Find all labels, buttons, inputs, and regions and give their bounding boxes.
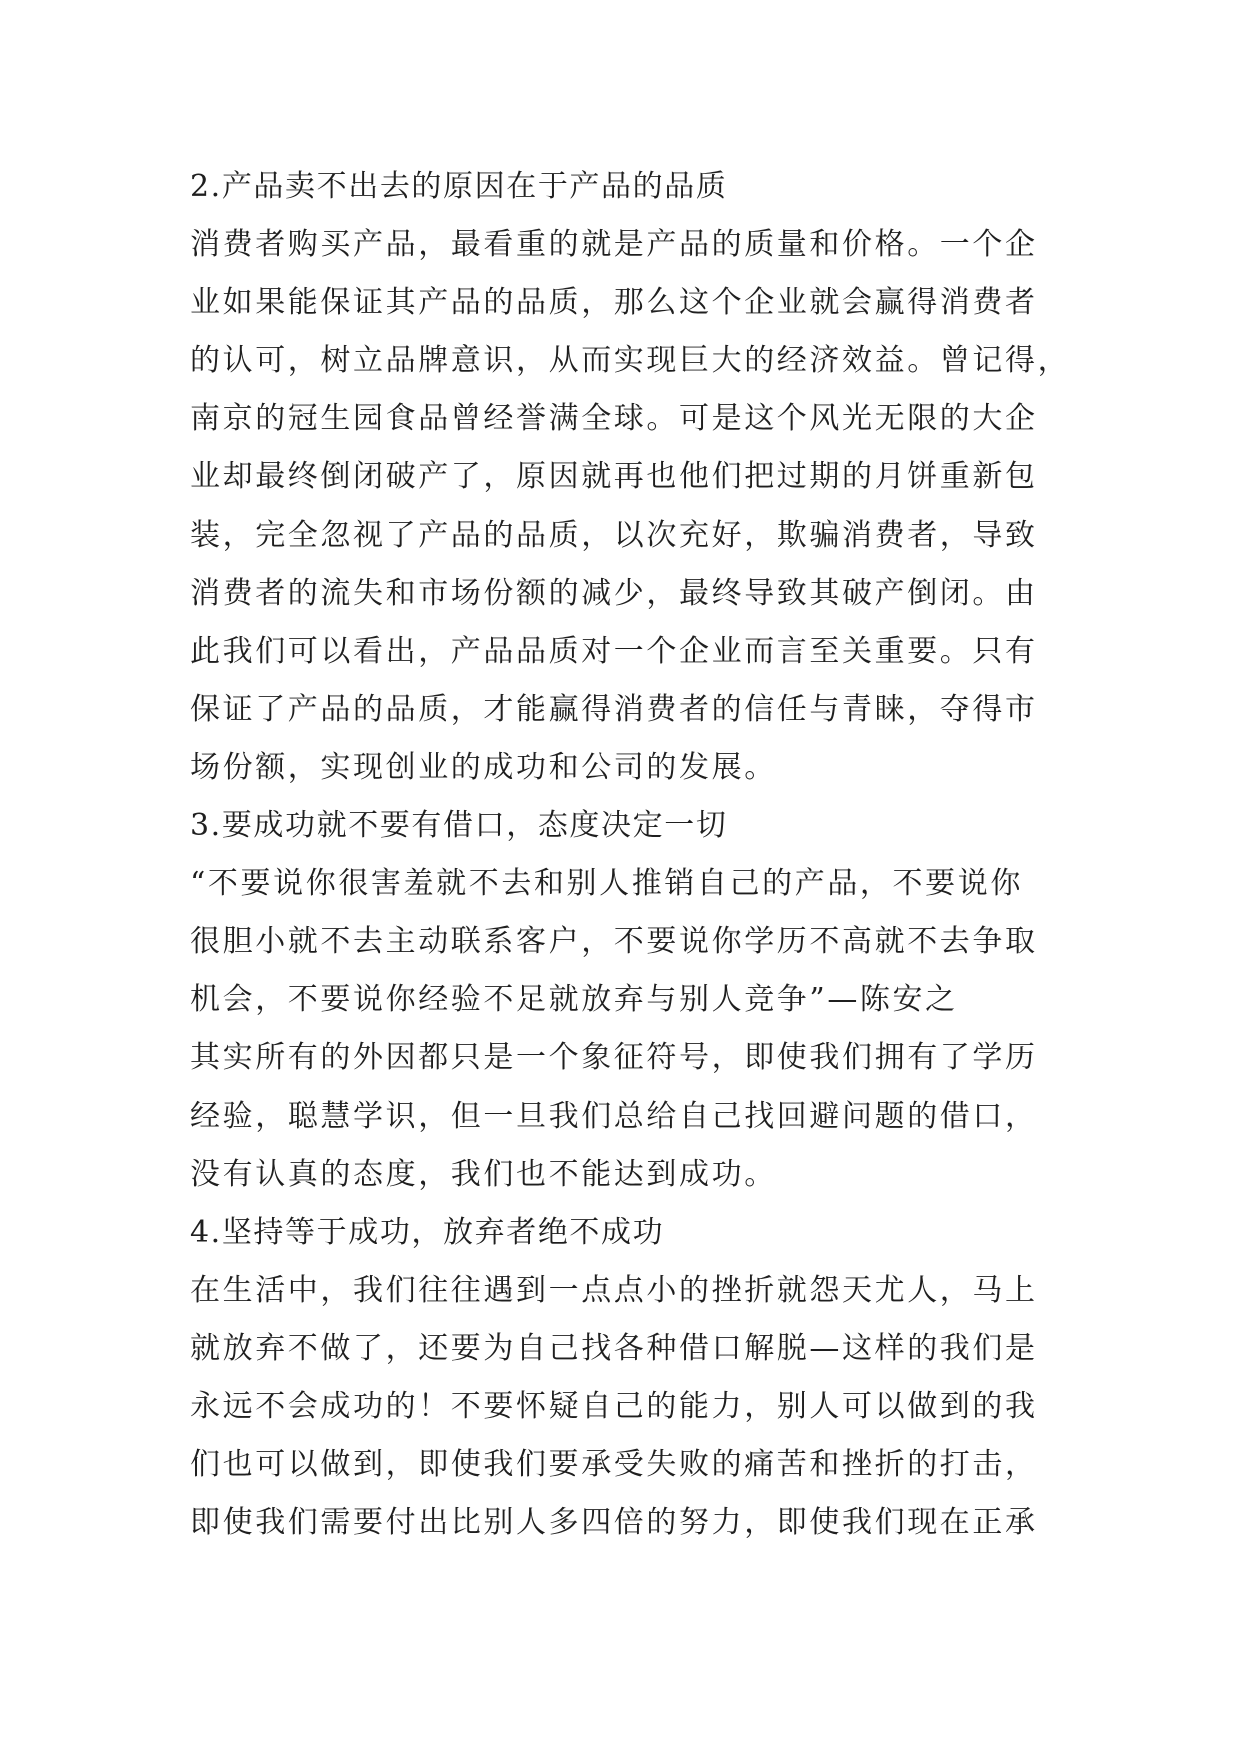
paragraph-line: 们也可以做到，即使我们要承受失败的痛苦和挫折的打击， bbox=[190, 1447, 1038, 1483]
paragraph-line: 的认可，树立品牌意识，从而实现巨大的经济效益。曾记得， bbox=[190, 343, 1071, 379]
paragraph-line: 业却最终倒闭破产了，原因就再也他们把过期的月饼重新包 bbox=[190, 459, 1038, 495]
paragraph-line: 此我们可以看出，产品品质对一个企业而言至关重要。只有 bbox=[190, 633, 1038, 669]
paragraph-line: 就放弃不做了，还要为自己找各种借口解脱—这样的我们是 bbox=[190, 1330, 1038, 1366]
paragraph-line: 消费者的流失和市场份额的减少，最终导致其破产倒闭。由 bbox=[190, 575, 1038, 611]
section-heading: 4.坚持等于成功，放弃者绝不成功 bbox=[190, 1214, 665, 1250]
paragraph-line: 业如果能保证其产品的品质，那么这个企业就会赢得消费者 bbox=[190, 285, 1038, 321]
paragraph-line: 即使我们需要付出比别人多四倍的努力，即使我们现在正承 bbox=[190, 1505, 1038, 1541]
quote-line: 机会，不要说你经验不足就放弃与别人竞争”—陈安之 bbox=[190, 982, 958, 1018]
quote-line: 很胆小就不去主动联系客户，不要说你学历不高就不去争取 bbox=[190, 924, 1038, 960]
paragraph-line: 消费者购买产品，最看重的就是产品的质量和价格。一个企 bbox=[190, 227, 1038, 263]
paragraph-line: 经验，聪慧学识，但一旦我们总给自己找回避问题的借口， bbox=[190, 1098, 1038, 1134]
paragraph-line: 场份额，实现创业的成功和公司的发展。 bbox=[190, 749, 777, 785]
paragraph-line: 在生活中，我们往往遇到一点点小的挫折就怨天尤人，马上 bbox=[190, 1272, 1038, 1308]
paragraph-line: 装，完全忽视了产品的品质，以次充好，欺骗消费者，导致 bbox=[190, 517, 1038, 553]
section-heading: 3.要成功就不要有借口，态度决定一切 bbox=[190, 808, 728, 844]
section-heading: 2.产品卖不出去的原因在于产品的品质 bbox=[190, 169, 728, 204]
quote-line: “不要说你很害羞就不去和别人推销自己的产品，不要说你 bbox=[190, 866, 1023, 902]
paragraph-line: 保证了产品的品质，才能赢得消费者的信任与青睐，夺得市 bbox=[190, 691, 1038, 727]
paragraph-line: 南京的冠生园食品曾经誉满全球。可是这个风光无限的大企 bbox=[190, 401, 1038, 437]
paragraph-line: 没有认真的态度，我们也不能达到成功。 bbox=[190, 1156, 777, 1192]
paragraph-line: 其实所有的外因都只是一个象征符号，即使我们拥有了学历 bbox=[190, 1040, 1038, 1076]
paragraph-line: 永远不会成功的！不要怀疑自己的能力，别人可以做到的我 bbox=[190, 1388, 1038, 1424]
document-body bbox=[190, 158, 1070, 1552]
